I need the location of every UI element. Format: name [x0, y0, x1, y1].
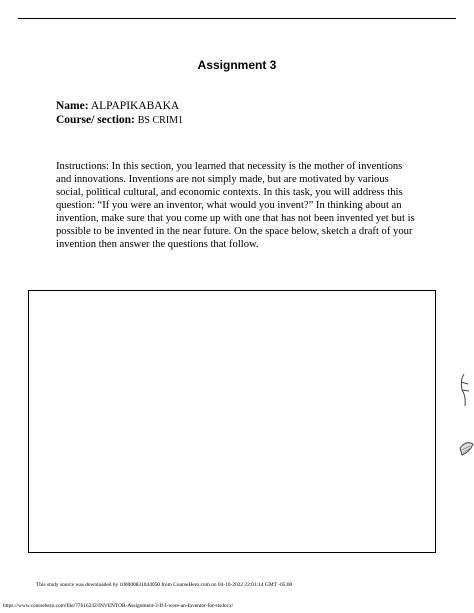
course-label: Course/ section:	[56, 114, 135, 126]
page-title: Assignment 3	[197, 58, 277, 72]
sketch-area	[28, 290, 436, 553]
name-label: Name:	[56, 100, 89, 112]
download-notice: This study source was downloaded by 100000831044050 from CourseHero.com on 04-10-2022 22:01:14 GMT -05:00	[36, 582, 293, 588]
sketch-doodle	[456, 360, 474, 470]
instructions-paragraph: Instructions: In this section, you learned that necessity is the mother of inventions and innovations. Inventions are not simply made, but are motivated by various social, political cultural, and economic contexts. In this task, you will address this question: “If you were an inventor, what would you invent?” In thinking about an invention, make sure that you come up with one that has not been invented yet but is possible to be invented in the near future. On the space below, sketch a draft of your invention then answer the questions that follow.	[56, 161, 415, 250]
source-url[interactable]: https://www.coursehero.com/file/77616242/INVENTOR-Assignment-3-If-I-were-an-Inventor-for-stsdocx/	[3, 603, 234, 609]
name-line	[56, 100, 179, 112]
course-line	[56, 114, 183, 126]
name-value: ALPAPIKABAKA	[90, 100, 180, 112]
course-value: BS CRIM1	[137, 115, 184, 126]
header-rule	[18, 18, 456, 19]
